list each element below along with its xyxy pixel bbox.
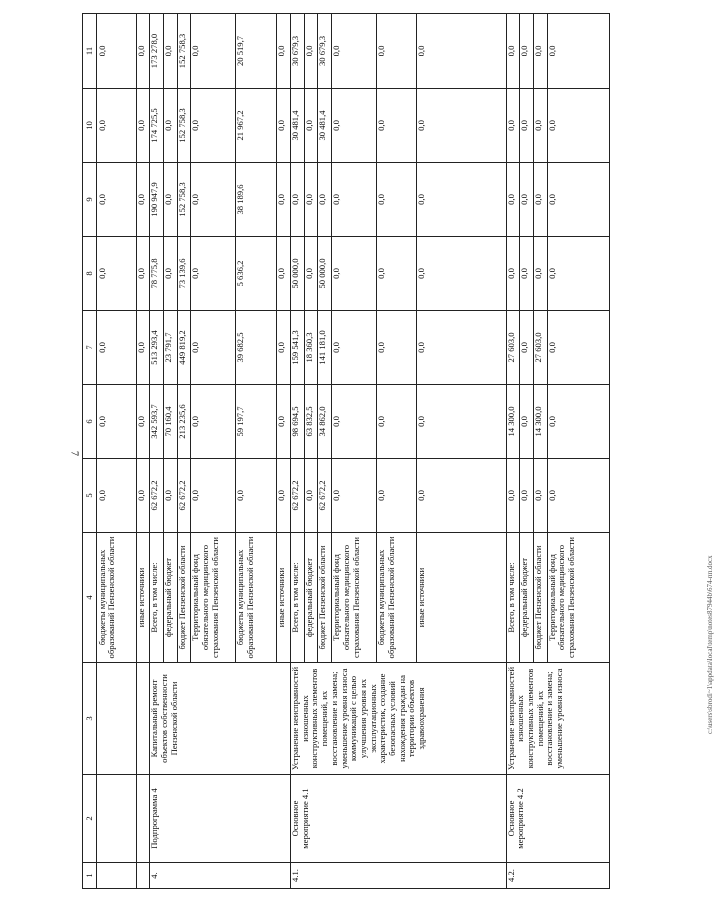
amount-cell: 0,0 (533, 89, 547, 163)
amount-cell: 0,0 (547, 385, 609, 459)
amount-cell: 62 672,2 (318, 459, 332, 533)
amount-cell: 62 672,2 (150, 459, 164, 533)
amount-cell: 0,0 (547, 237, 609, 311)
amount-cell: 30 679,3 (318, 14, 332, 89)
amount-cell: 0,0 (506, 89, 520, 163)
amount-cell: 0,0 (416, 89, 506, 163)
row-number-cell: 4.1. (291, 863, 507, 889)
amount-cell: 0,0 (416, 163, 506, 237)
amount-cell: 0,0 (533, 459, 547, 533)
amount-cell: 21 967,2 (236, 89, 277, 163)
row-number-cell (136, 863, 150, 889)
funding-source-cell: федеральный бюджет (304, 533, 318, 663)
amount-cell: 27 603,0 (533, 311, 547, 385)
column-number: 5 (83, 459, 97, 533)
amount-cell: 0,0 (304, 237, 318, 311)
amount-cell: 62 672,2 (291, 459, 305, 533)
amount-cell: 50 000,0 (318, 237, 332, 311)
amount-cell: 141 181,0 (318, 311, 332, 385)
amount-cell: 0,0 (416, 311, 506, 385)
file-path-footer: c:\users\sbrodi~1\appdata\local\temp\notes87944b\674-пп.docx (706, 555, 714, 734)
amount-cell: 78 775,8 (150, 237, 164, 311)
amount-cell: 152 758,3 (177, 89, 191, 163)
amount-cell: 20 519,7 (236, 14, 277, 89)
amount-cell: 0,0 (191, 385, 236, 459)
amount-cell: 0,0 (277, 237, 291, 311)
funding-source-cell: бюджеты муниципальных образований Пензенской области (236, 533, 277, 663)
amount-cell: 0,0 (163, 459, 177, 533)
description-cell: Устранение неисправностей изношенных конструктивных элементов помещений, их восстановление и замена; уменьшение уровня износа (506, 663, 609, 775)
amount-cell: 30 481,4 (291, 89, 305, 163)
amount-cell: 0,0 (304, 14, 318, 89)
amount-cell: 0,0 (318, 163, 332, 237)
amount-cell: 73 139,6 (177, 237, 191, 311)
column-number: 10 (83, 89, 97, 163)
amount-cell: 0,0 (136, 14, 150, 89)
amount-cell: 70 160,4 (163, 385, 177, 459)
amount-cell: 213 235,6 (177, 385, 191, 459)
amount-cell: 30 679,3 (291, 14, 305, 89)
funding-source-cell: Территориальный фонд обязательного медицинского страхования Пензенской области (547, 533, 609, 663)
column-number: 6 (83, 385, 97, 459)
amount-cell: 0,0 (416, 385, 506, 459)
amount-cell: 0,0 (277, 163, 291, 237)
amount-cell: 0,0 (136, 385, 150, 459)
amount-cell: 0,0 (163, 14, 177, 89)
amount-cell: 0,0 (547, 163, 609, 237)
amount-cell: 0,0 (332, 459, 377, 533)
funding-source-cell: бюджет Пензенской области (318, 533, 332, 663)
amount-cell: 449 819,2 (177, 311, 191, 385)
funding-source-cell: федеральный бюджет (163, 533, 177, 663)
amount-cell: 0,0 (136, 311, 150, 385)
amount-cell: 0,0 (304, 163, 318, 237)
funding-source-cell: бюджеты муниципальных образований Пензенской области (96, 533, 136, 663)
amount-cell: 0,0 (520, 311, 534, 385)
amount-cell: 0,0 (332, 311, 377, 385)
program-name-cell (136, 775, 150, 863)
amount-cell: 0,0 (416, 459, 506, 533)
amount-cell: 0,0 (96, 89, 136, 163)
amount-cell: 59 197,7 (236, 385, 277, 459)
table-row (291, 14, 305, 889)
funding-source-cell: Всего, в том числе: (150, 533, 164, 663)
amount-cell: 0,0 (520, 459, 534, 533)
amount-cell: 0,0 (236, 459, 277, 533)
description-cell (96, 663, 136, 775)
amount-cell: 0,0 (520, 89, 534, 163)
funding-source-cell: иные источники (136, 533, 150, 663)
amount-cell: 152 758,3 (177, 14, 191, 89)
amount-cell: 0,0 (547, 14, 609, 89)
amount-cell: 0,0 (376, 89, 416, 163)
amount-cell: 0,0 (277, 89, 291, 163)
budget-table (82, 13, 610, 889)
amount-cell: 98 694,5 (291, 385, 305, 459)
amount-cell: 63 832,5 (304, 385, 318, 459)
table-row (96, 14, 136, 889)
amount-cell: 34 862,0 (318, 385, 332, 459)
amount-cell: 0,0 (191, 459, 236, 533)
row-number-cell (96, 863, 136, 889)
amount-cell: 0,0 (96, 237, 136, 311)
amount-cell: 14 300,0 (533, 385, 547, 459)
funding-source-cell: Территориальный фонд обязательного медицинского страхования Пензенской области (332, 533, 377, 663)
amount-cell: 0,0 (506, 163, 520, 237)
amount-cell: 0,0 (520, 385, 534, 459)
column-number: 9 (83, 163, 97, 237)
amount-cell: 0,0 (96, 385, 136, 459)
amount-cell: 0,0 (277, 14, 291, 89)
amount-cell: 0,0 (163, 89, 177, 163)
row-number-cell: 4.2. (506, 863, 609, 889)
amount-cell: 0,0 (136, 237, 150, 311)
amount-cell: 0,0 (163, 237, 177, 311)
amount-cell: 159 541,3 (291, 311, 305, 385)
funding-source-cell: бюджет Пензенской области (533, 533, 547, 663)
amount-cell: 0,0 (533, 163, 547, 237)
column-number: 4 (83, 533, 97, 663)
row-number-cell: 4. (150, 863, 291, 889)
amount-cell: 62 672,2 (177, 459, 191, 533)
amount-cell: 30 481,4 (318, 89, 332, 163)
amount-cell: 0,0 (376, 14, 416, 89)
amount-cell: 5 636,2 (236, 237, 277, 311)
funding-source-cell: Всего, в том числе: (506, 533, 520, 663)
amount-cell: 0,0 (136, 89, 150, 163)
program-name-cell: Основное мероприятие 4.2 (506, 775, 609, 863)
amount-cell: 0,0 (547, 459, 609, 533)
amount-cell: 0,0 (304, 89, 318, 163)
amount-cell: 14 300,0 (506, 385, 520, 459)
description-cell: Устранение неисправностей изношенных конструктивных элементов помещений, их восстановление и замена; уменьшение уровня износа коммуникаций с целью улучшения уровня их эксплуатационных характеристик, создание безопасных условий нахождения граждан на территории объектов здравоохранения (291, 663, 507, 775)
amount-cell: 0,0 (96, 311, 136, 385)
amount-cell: 0,0 (520, 237, 534, 311)
amount-cell: 0,0 (191, 237, 236, 311)
column-number: 1 (83, 863, 97, 889)
amount-cell: 0,0 (277, 311, 291, 385)
amount-cell: 0,0 (416, 237, 506, 311)
amount-cell: 0,0 (533, 237, 547, 311)
amount-cell: 23 791,7 (163, 311, 177, 385)
amount-cell: 0,0 (163, 163, 177, 237)
amount-cell: 0,0 (191, 14, 236, 89)
program-name-cell: Основное мероприятие 4.1 (291, 775, 507, 863)
amount-cell: 0,0 (304, 459, 318, 533)
description-cell: Капитальный ремонт объектов собственности Пензенской области (150, 663, 291, 775)
amount-cell: 0,0 (332, 14, 377, 89)
table-row (150, 14, 164, 889)
amount-cell: 0,0 (332, 237, 377, 311)
amount-cell: 38 189,6 (236, 163, 277, 237)
amount-cell: 0,0 (533, 14, 547, 89)
column-number-row (83, 14, 97, 889)
amount-cell: 0,0 (506, 237, 520, 311)
amount-cell: 0,0 (376, 311, 416, 385)
amount-cell: 0,0 (376, 459, 416, 533)
amount-cell: 0,0 (416, 14, 506, 89)
amount-cell: 190 947,9 (150, 163, 164, 237)
description-cell (136, 663, 150, 775)
funding-source-cell: иные источники (277, 533, 291, 663)
amount-cell: 0,0 (376, 237, 416, 311)
column-number: 8 (83, 237, 97, 311)
table-row (506, 14, 520, 889)
funding-source-cell: федеральный бюджет (520, 533, 534, 663)
amount-cell: 0,0 (332, 163, 377, 237)
amount-cell: 0,0 (332, 89, 377, 163)
funding-source-cell: Всего, в том числе: (291, 533, 305, 663)
amount-cell: 513 293,4 (150, 311, 164, 385)
rotated-table-container (82, 14, 610, 889)
amount-cell: 0,0 (376, 385, 416, 459)
amount-cell: 0,0 (520, 14, 534, 89)
program-name-cell (96, 775, 136, 863)
amount-cell: 0,0 (136, 459, 150, 533)
column-number: 11 (83, 14, 97, 89)
column-number: 2 (83, 775, 97, 863)
amount-cell: 0,0 (277, 459, 291, 533)
amount-cell: 0,0 (376, 163, 416, 237)
amount-cell: 0,0 (547, 311, 609, 385)
amount-cell: 174 725,5 (150, 89, 164, 163)
amount-cell: 0,0 (96, 163, 136, 237)
funding-source-cell: бюджет Пензенской области (177, 533, 191, 663)
amount-cell: 0,0 (520, 163, 534, 237)
amount-cell: 0,0 (191, 163, 236, 237)
funding-source-cell: Территориальный фонд обязательного медицинского страхования Пензенской области (191, 533, 236, 663)
amount-cell: 50 000,0 (291, 237, 305, 311)
amount-cell: 0,0 (277, 385, 291, 459)
column-number: 7 (83, 311, 97, 385)
amount-cell: 0,0 (136, 163, 150, 237)
amount-cell: 0,0 (191, 311, 236, 385)
page-number: 7 (68, 451, 80, 456)
amount-cell: 152 758,3 (177, 163, 191, 237)
amount-cell: 342 593,7 (150, 385, 164, 459)
column-number: 3 (83, 663, 97, 775)
amount-cell: 0,0 (291, 163, 305, 237)
table-row (136, 14, 150, 889)
funding-source-cell: иные источники (416, 533, 506, 663)
amount-cell: 0,0 (96, 14, 136, 89)
amount-cell: 0,0 (506, 459, 520, 533)
amount-cell: 0,0 (332, 385, 377, 459)
amount-cell: 0,0 (191, 89, 236, 163)
amount-cell: 0,0 (96, 459, 136, 533)
amount-cell: 27 603,0 (506, 311, 520, 385)
funding-source-cell: бюджеты муниципальных образований Пензенской области (376, 533, 416, 663)
amount-cell: 0,0 (506, 14, 520, 89)
program-name-cell: Подпрограмма 4 (150, 775, 291, 863)
amount-cell: 0,0 (547, 89, 609, 163)
amount-cell: 18 360,3 (304, 311, 318, 385)
amount-cell: 173 278,0 (150, 14, 164, 89)
amount-cell: 39 682,5 (236, 311, 277, 385)
